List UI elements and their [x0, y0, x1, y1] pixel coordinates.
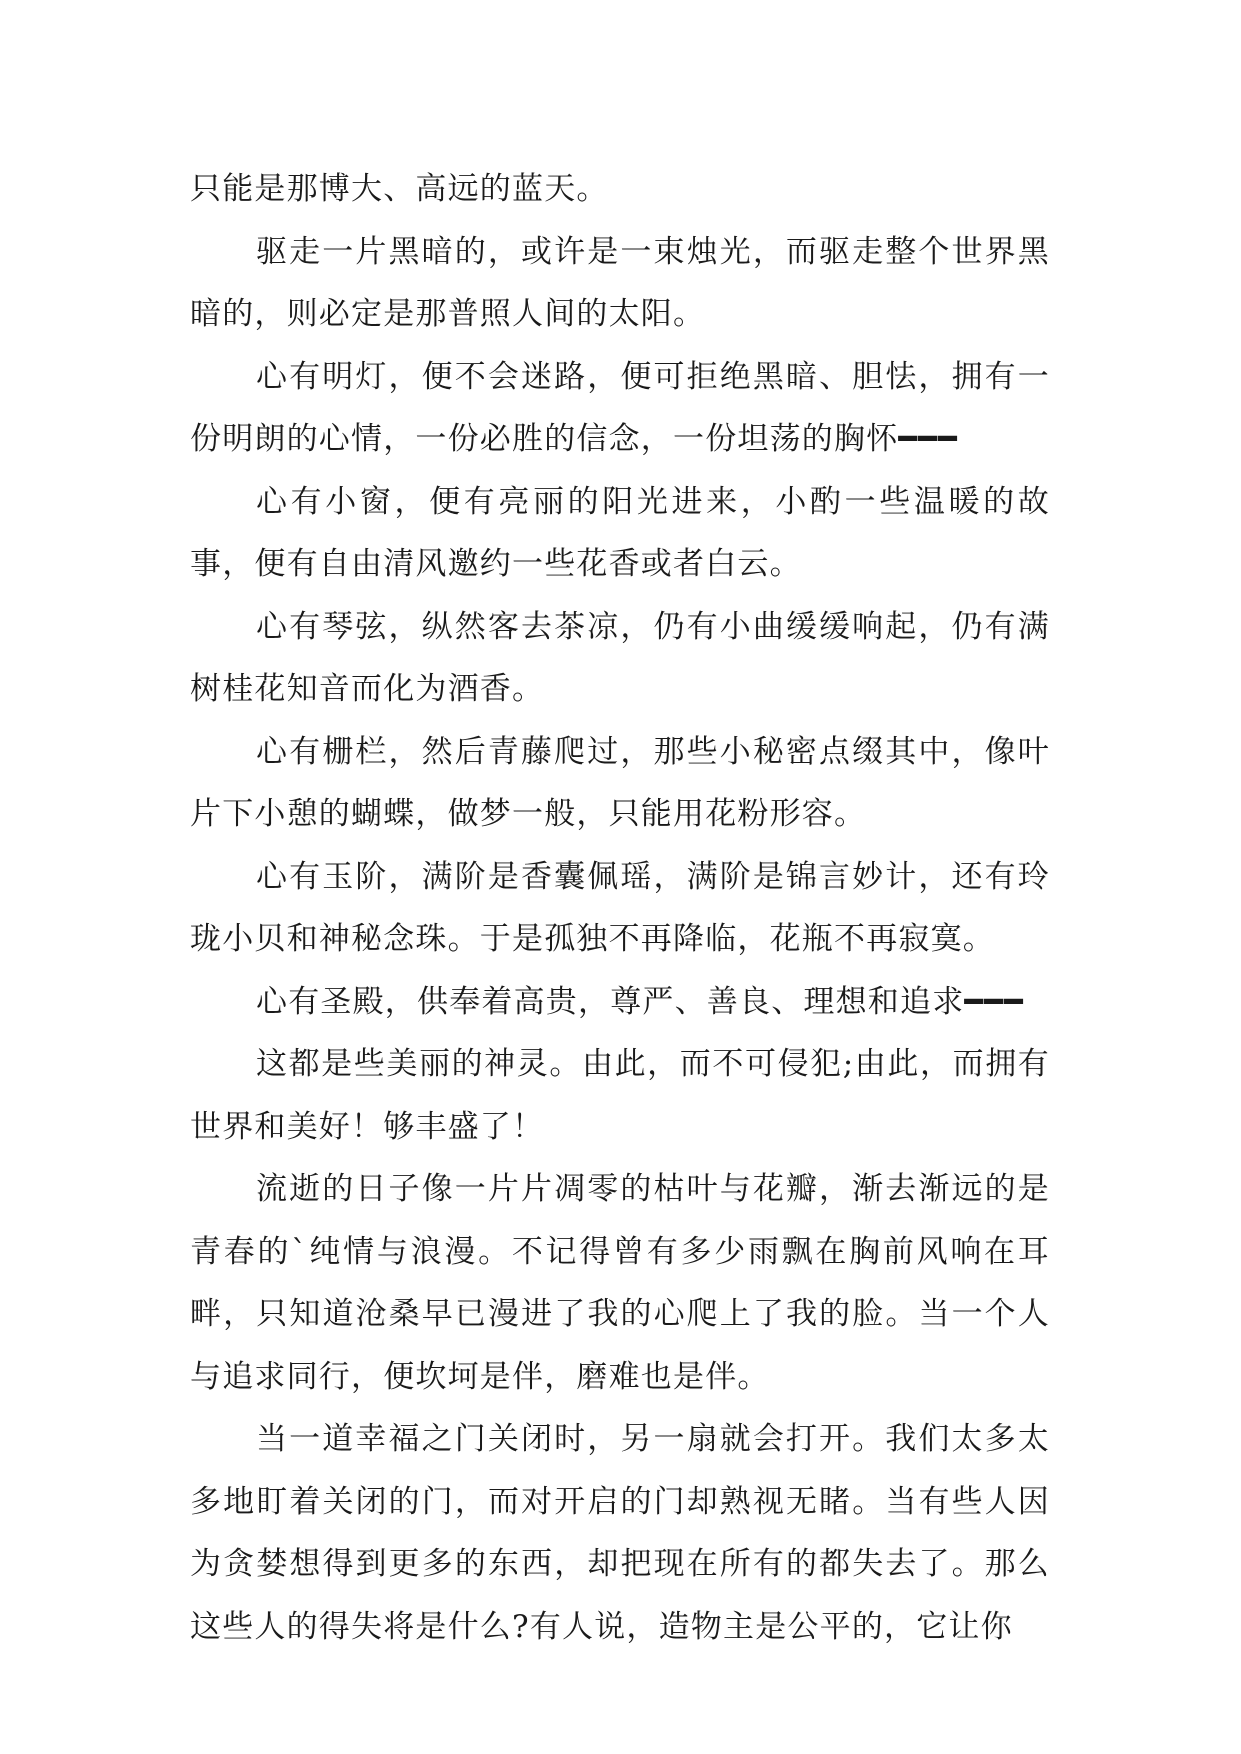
paragraph-spirits: 这都是些美丽的神灵。由此，而不可侵犯;由此，而拥有世界和美好！够丰盛了！	[190, 1046, 1050, 1145]
paragraph-darkness: 驱走一片黑暗的，或许是一束烛光，而驱走整个世界黑暗的，则必定是那普照人间的太阳。	[190, 233, 1050, 332]
paragraph-continuation: 只能是那博大、高远的蓝天。	[190, 171, 609, 207]
document-body	[190, 158, 1050, 1658]
paragraph-jade-steps: 心有玉阶，满阶是香囊佩瑶，满阶是锦言妙计，还有玲珑小贝和神秘念珠。于是孤独不再降临，花瓶不再寂寞。	[190, 858, 1050, 957]
paragraph-temple: 心有圣殿，供奉着高贵，尊严、善良、理想和追求━━━	[256, 983, 1024, 1020]
paragraph-strings: 心有琴弦，纵然客去茶凉，仍有小曲缓缓响起，仍有满树桂花知音而化为酒香。	[190, 608, 1050, 707]
paragraph-lamp: 心有明灯，便不会迷路，便可拒绝黑暗、胆怯，拥有一份明朗的心情，一份必胜的信念，一份坦荡的胸怀━━━	[190, 358, 1050, 457]
paragraph-passing-days: 流逝的日子像一片片凋零的枯叶与花瓣，渐去渐远的是青春的`纯情与浪漫。不记得曾有多少雨飘在胸前风响在耳畔，只知道沧桑早已漫进了我的心爬上了我的脸。当一个人与追求同行，便坎坷是伴，磨难也是伴。	[190, 1171, 1050, 1395]
paragraph-door-of-happiness: 当一道幸福之门关闭时，另一扇就会打开。我们太多太多地盯着关闭的门，而对开启的门却熟视无睹。当有些人因为贪婪想得到更多的东西，却把现在所有的都失去了。那么这些人的得失将是什么?有人说，造物主是公平的，它让你	[190, 1421, 1050, 1645]
paragraph-window: 心有小窗，便有亮丽的阳光进来，小酌一些温暖的故事，便有自由清风邀约一些花香或者白云。	[190, 483, 1050, 582]
paragraph-fence: 心有栅栏，然后青藤爬过，那些小秘密点缀其中，像叶片下小憩的蝴蝶，做梦一般，只能用花粉形容。	[190, 733, 1050, 832]
